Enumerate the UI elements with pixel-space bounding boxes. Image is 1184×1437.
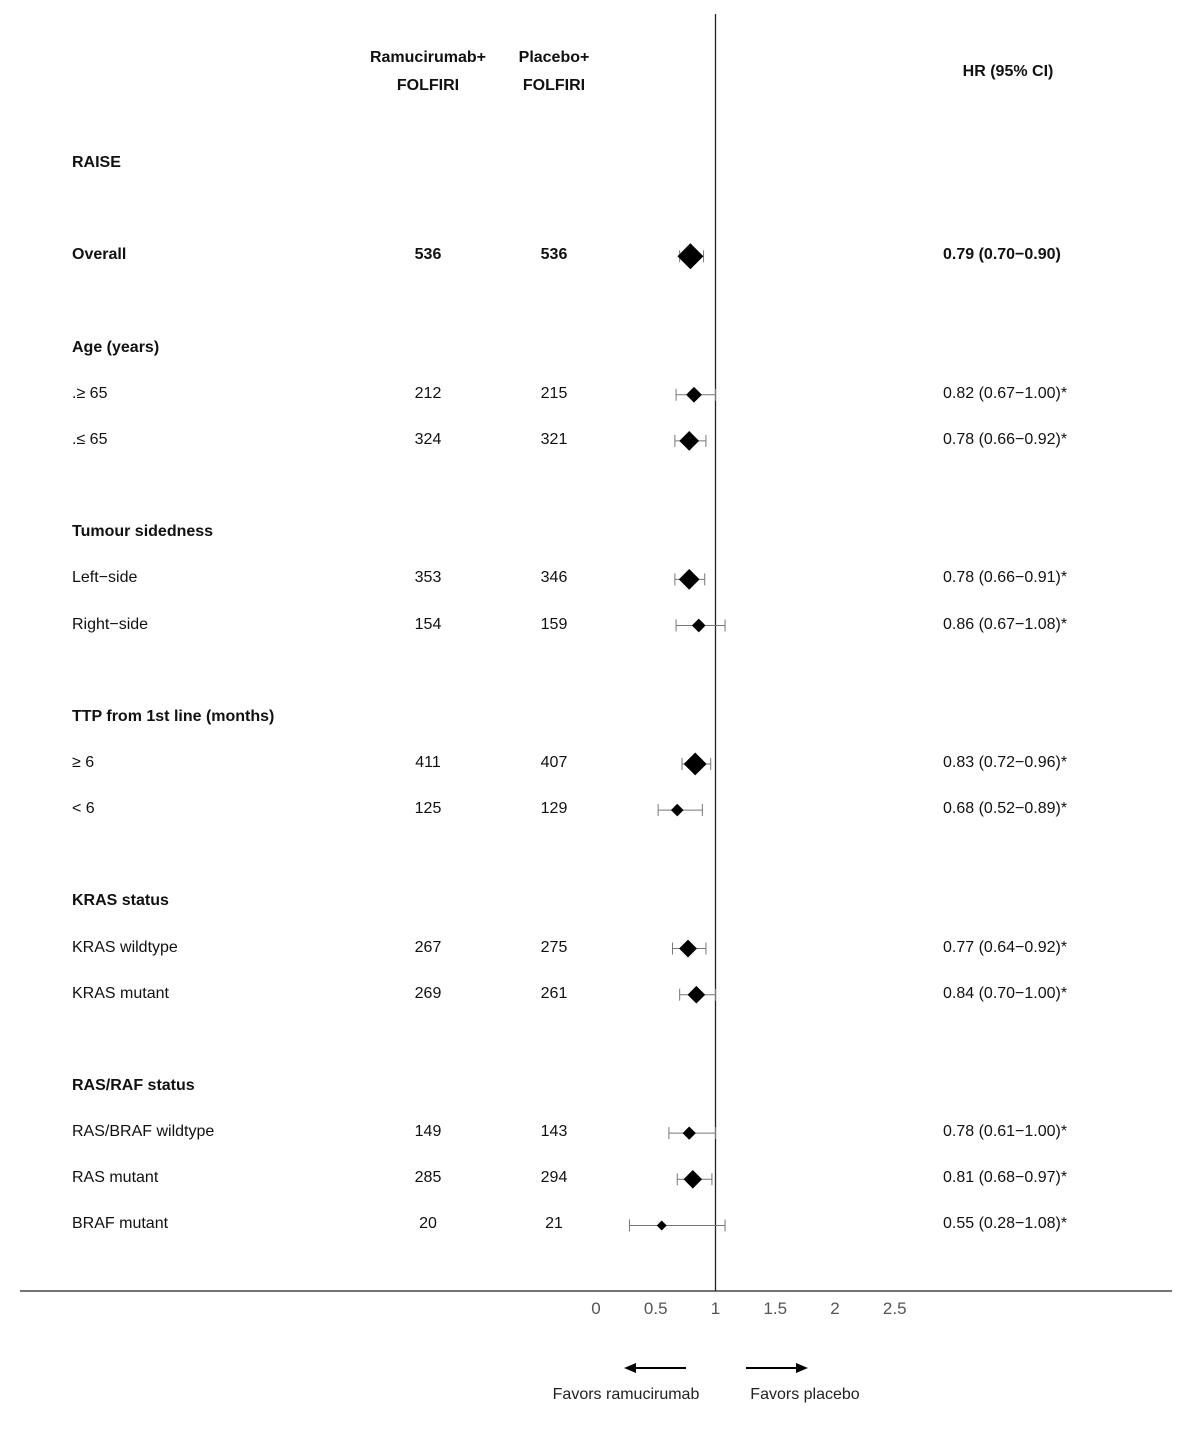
hr-ci-text: 0.81 (0.68−0.97)*: [943, 1169, 1068, 1187]
hr-diamond: [683, 1126, 696, 1139]
hr-ci-text: 0.77 (0.64−0.92)*: [943, 938, 1068, 956]
n-placebo: 159: [540, 615, 568, 633]
hr-diamond: [692, 619, 706, 633]
n-ramucirumab: 536: [414, 246, 442, 264]
hr-ci-text: 0.83 (0.72−0.96)*: [943, 753, 1068, 771]
group-label: TTP from 1st line (months): [72, 707, 275, 725]
hr-diamond: [679, 431, 699, 451]
n-ramucirumab: 285: [414, 1169, 442, 1187]
hr-ci-text: 0.86 (0.67−1.08)*: [943, 615, 1068, 633]
row-label: ≥ 6: [72, 753, 95, 771]
row-label: < 6: [72, 800, 95, 818]
hr-ci-text: 0.55 (0.28−1.08)*: [943, 1215, 1068, 1233]
n-ramucirumab: 411: [415, 753, 441, 771]
n-ramucirumab: 125: [414, 800, 442, 818]
n-placebo: 321: [540, 430, 568, 448]
n-placebo: 275: [540, 938, 568, 956]
group-label: Age (years): [72, 338, 160, 356]
row-label: Right−side: [72, 615, 149, 633]
row-label: RAS mutant: [72, 1169, 159, 1187]
group-label: RAISE: [72, 154, 121, 171]
row-label: .≥ 65: [72, 384, 108, 402]
row-label: KRAS wildtype: [72, 938, 178, 956]
hr-ci-text: 0.79 (0.70−0.90): [943, 246, 1061, 264]
n-ramucirumab: 267: [414, 938, 442, 956]
hr-ci-text: 0.78 (0.66−0.91)*: [943, 569, 1068, 587]
n-placebo: 261: [540, 984, 568, 1002]
n-ramucirumab: 154: [414, 615, 442, 633]
x-tick-label: 2: [830, 1299, 840, 1318]
x-tick-label: 1: [710, 1299, 721, 1318]
n-placebo: 294: [540, 1169, 568, 1187]
row-label: BRAF mutant: [72, 1215, 169, 1233]
header-hr-ci: HR (95% CI): [962, 63, 1054, 80]
n-placebo: 21: [545, 1215, 563, 1233]
n-ramucirumab: 149: [414, 1123, 442, 1141]
row-label: Overall: [72, 246, 127, 264]
n-ramucirumab: 353: [414, 569, 442, 587]
hr-diamond: [684, 753, 707, 776]
overall-diamond: [677, 243, 703, 269]
hr-ci-text: 0.82 (0.67−1.00)*: [943, 384, 1068, 402]
n-placebo: 129: [540, 800, 568, 818]
n-placebo: 143: [540, 1123, 568, 1141]
n-placebo: 215: [540, 384, 568, 402]
hr-ci-text: 0.78 (0.61−1.00)*: [943, 1123, 1068, 1141]
x-tick-label: 0.5: [643, 1299, 668, 1318]
hr-diamond: [688, 986, 706, 1004]
hr-diamond: [686, 387, 702, 403]
x-tick-label: 2.5: [882, 1299, 907, 1318]
favors-right-arrow-head: [796, 1363, 808, 1373]
n-placebo: 346: [540, 569, 568, 587]
hr-ci-text: 0.78 (0.66−0.92)*: [943, 430, 1068, 448]
favors-ramucirumab-label: Favors ramucirumab: [552, 1386, 700, 1403]
hr-ci-text: 0.68 (0.52−0.89)*: [943, 800, 1068, 818]
hr-diamond: [679, 569, 700, 590]
n-placebo: 536: [540, 246, 568, 264]
hr-diamond: [657, 1220, 667, 1230]
favors-placebo-label: Favors placebo: [750, 1386, 860, 1403]
x-tick-label: 1.5: [763, 1299, 788, 1318]
row-label: KRAS mutant: [72, 984, 169, 1002]
group-label: RAS/RAF status: [72, 1077, 195, 1094]
group-label: Tumour sidedness: [72, 523, 214, 541]
x-tick-label: 0: [591, 1299, 601, 1318]
header-placebo-line1: Placebo+: [518, 49, 590, 66]
n-ramucirumab: 269: [414, 984, 442, 1002]
hr-ci-text: 0.84 (0.70−1.00)*: [943, 984, 1068, 1002]
n-ramucirumab: 324: [414, 430, 442, 448]
row-label: RAS/BRAF wildtype: [72, 1123, 215, 1141]
row-label: .≤ 65: [72, 430, 108, 448]
n-ramucirumab: 20: [419, 1215, 437, 1233]
n-placebo: 407: [540, 753, 568, 771]
n-ramucirumab: 212: [414, 384, 442, 402]
header-placebo-line2: FOLFIRI: [522, 77, 586, 94]
header-ramucirumab-line1: Ramucirumab+: [369, 49, 487, 66]
favors-left-arrow-head: [624, 1363, 636, 1373]
row-label: Left−side: [72, 569, 138, 587]
header-ramucirumab-line2: FOLFIRI: [396, 77, 460, 94]
hr-diamond: [684, 1170, 703, 1189]
hr-diamond: [671, 804, 684, 817]
hr-diamond: [679, 940, 697, 958]
group-label: KRAS status: [72, 892, 169, 910]
